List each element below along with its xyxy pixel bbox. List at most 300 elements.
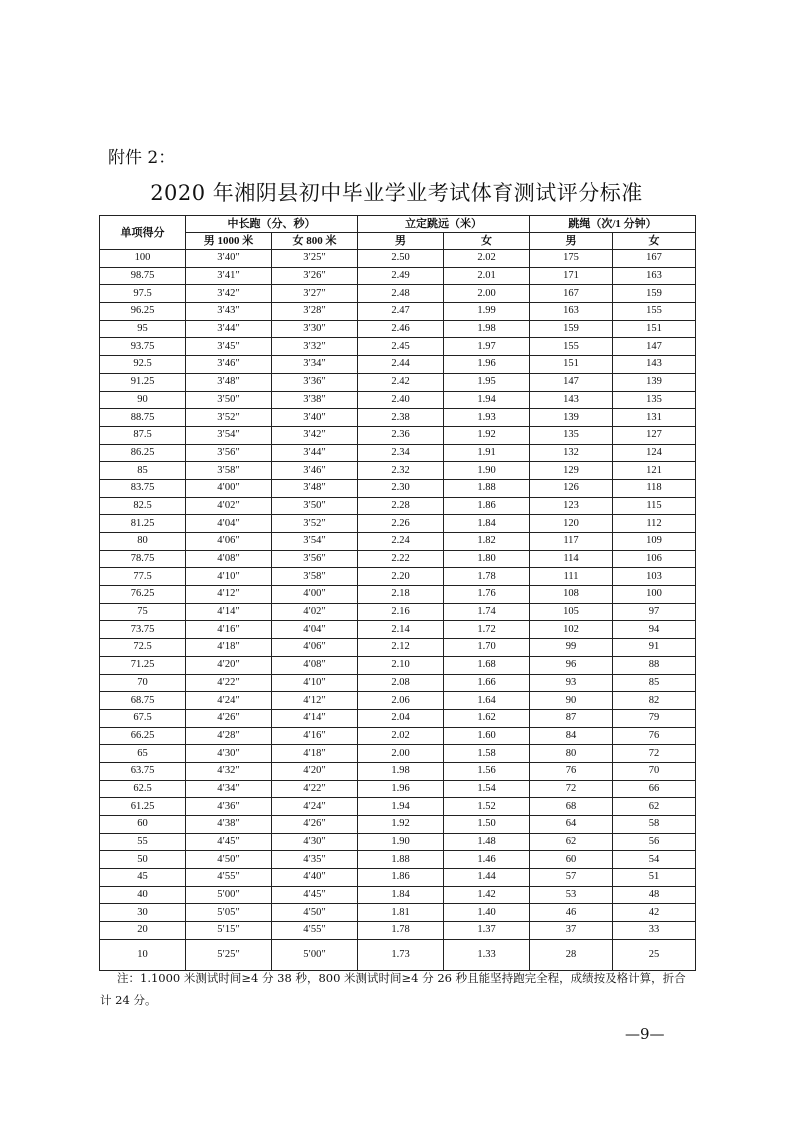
cell-jump-male: 2.42: [358, 373, 444, 391]
cell-score: 92.5: [100, 356, 186, 374]
table-row: [100, 285, 696, 303]
cell-jump-female: 1.68: [444, 656, 530, 674]
cell-jump-male: 1.84: [358, 886, 444, 904]
cell-jump-male: 2.12: [358, 639, 444, 657]
cell-jump-male: 1.90: [358, 833, 444, 851]
cell-run-male: 4′55″: [186, 869, 272, 887]
cell-run-male: 5′25″: [186, 939, 272, 970]
cell-run-male: 4′22″: [186, 674, 272, 692]
cell-run-male: 3′52″: [186, 409, 272, 427]
table-row: [100, 869, 696, 887]
cell-rope-female: 135: [613, 391, 696, 409]
cell-rope-male: 68: [530, 798, 613, 816]
cell-run-male: 3′44″: [186, 320, 272, 338]
cell-rope-female: 62: [613, 798, 696, 816]
cell-score: 100: [100, 250, 186, 268]
cell-rope-female: 106: [613, 550, 696, 568]
cell-rope-male: 155: [530, 338, 613, 356]
table-row: [100, 320, 696, 338]
cell-jump-male: 2.47: [358, 303, 444, 321]
table-row: [100, 762, 696, 780]
cell-rope-male: 151: [530, 356, 613, 374]
cell-rope-male: 175: [530, 250, 613, 268]
cell-jump-female: 1.78: [444, 568, 530, 586]
cell-jump-male: 2.46: [358, 320, 444, 338]
cell-run-female: 3′58″: [272, 568, 358, 586]
cell-run-male: 3′58″: [186, 462, 272, 480]
document-title: 2020 年湘阴县初中毕业学业考试体育测试评分标准: [150, 181, 643, 205]
cell-jump-female: 1.82: [444, 533, 530, 551]
cell-jump-female: 1.72: [444, 621, 530, 639]
cell-rope-female: 127: [613, 426, 696, 444]
cell-jump-male: 2.24: [358, 533, 444, 551]
cell-rope-female: 124: [613, 444, 696, 462]
cell-run-female: 4′02″: [272, 603, 358, 621]
cell-run-male: 4′08″: [186, 550, 272, 568]
cell-run-male: 5′15″: [186, 922, 272, 940]
cell-run-male: 3′40″: [186, 250, 272, 268]
table-row: [100, 267, 696, 285]
cell-score: 20: [100, 922, 186, 940]
table-row: [100, 603, 696, 621]
cell-rope-male: 108: [530, 586, 613, 604]
cell-run-female: 3′36″: [272, 373, 358, 391]
header-rope: 跳绳（次/1 分钟）: [530, 216, 696, 233]
cell-rope-female: 118: [613, 479, 696, 497]
cell-run-female: 4′16″: [272, 727, 358, 745]
cell-rope-female: 25: [613, 939, 696, 970]
cell-rope-male: 90: [530, 692, 613, 710]
cell-run-female: 3′56″: [272, 550, 358, 568]
cell-run-male: 3′48″: [186, 373, 272, 391]
cell-rope-female: 76: [613, 727, 696, 745]
cell-run-male: 4′14″: [186, 603, 272, 621]
cell-rope-female: 147: [613, 338, 696, 356]
cell-jump-female: 1.37: [444, 922, 530, 940]
cell-rope-male: 28: [530, 939, 613, 970]
cell-jump-female: 1.33: [444, 939, 530, 970]
cell-run-female: 3′25″: [272, 250, 358, 268]
cell-rope-female: 54: [613, 851, 696, 869]
cell-score: 95: [100, 320, 186, 338]
cell-run-female: 3′48″: [272, 479, 358, 497]
cell-jump-female: 1.76: [444, 586, 530, 604]
table-row: [100, 833, 696, 851]
footnote: [100, 967, 697, 1011]
cell-rope-male: 143: [530, 391, 613, 409]
cell-rope-male: 132: [530, 444, 613, 462]
cell-run-female: 3′30″: [272, 320, 358, 338]
cell-jump-female: 2.00: [444, 285, 530, 303]
cell-jump-female: 1.42: [444, 886, 530, 904]
cell-score: 73.75: [100, 621, 186, 639]
cell-rope-female: 58: [613, 816, 696, 834]
header-rope-female: 女: [613, 233, 696, 250]
cell-jump-female: 1.70: [444, 639, 530, 657]
table-row: [100, 515, 696, 533]
cell-run-male: 4′45″: [186, 833, 272, 851]
cell-score: 70: [100, 674, 186, 692]
cell-rope-female: 85: [613, 674, 696, 692]
attachment-label: 附件 2：: [108, 148, 176, 168]
cell-rope-female: 167: [613, 250, 696, 268]
table-row: [100, 639, 696, 657]
cell-rope-male: 96: [530, 656, 613, 674]
cell-rope-female: 109: [613, 533, 696, 551]
cell-jump-female: 1.84: [444, 515, 530, 533]
cell-run-female: 4′00″: [272, 586, 358, 604]
cell-rope-male: 120: [530, 515, 613, 533]
cell-run-female: 3′27″: [272, 285, 358, 303]
cell-rope-male: 171: [530, 267, 613, 285]
cell-jump-male: 1.81: [358, 904, 444, 922]
cell-run-male: 4′18″: [186, 639, 272, 657]
cell-jump-male: 2.50: [358, 250, 444, 268]
cell-rope-female: 121: [613, 462, 696, 480]
cell-run-female: 4′08″: [272, 656, 358, 674]
cell-rope-male: 72: [530, 780, 613, 798]
cell-score: 78.75: [100, 550, 186, 568]
table-row: [100, 851, 696, 869]
cell-score: 90: [100, 391, 186, 409]
cell-score: 71.25: [100, 656, 186, 674]
table-row: [100, 939, 696, 970]
cell-jump-male: 2.32: [358, 462, 444, 480]
cell-jump-male: 1.98: [358, 762, 444, 780]
table-row: [100, 568, 696, 586]
table-row: [100, 479, 696, 497]
cell-score: 45: [100, 869, 186, 887]
table-row: [100, 356, 696, 374]
cell-jump-female: 1.90: [444, 462, 530, 480]
cell-jump-female: 1.93: [444, 409, 530, 427]
table-row: [100, 904, 696, 922]
cell-run-female: 5′00″: [272, 939, 358, 970]
cell-rope-female: 97: [613, 603, 696, 621]
cell-run-male: 4′00″: [186, 479, 272, 497]
cell-run-female: 4′50″: [272, 904, 358, 922]
cell-run-female: 3′40″: [272, 409, 358, 427]
cell-run-female: 4′04″: [272, 621, 358, 639]
header-jump: 立定跳远（米）: [358, 216, 530, 233]
cell-jump-female: 1.74: [444, 603, 530, 621]
cell-score: 93.75: [100, 338, 186, 356]
cell-rope-male: 163: [530, 303, 613, 321]
cell-jump-male: 2.20: [358, 568, 444, 586]
cell-run-male: 3′42″: [186, 285, 272, 303]
table-row: [100, 727, 696, 745]
cell-rope-female: 159: [613, 285, 696, 303]
header-run-female: 女 800 米: [272, 233, 358, 250]
cell-rope-female: 72: [613, 745, 696, 763]
cell-rope-male: 62: [530, 833, 613, 851]
cell-rope-female: 94: [613, 621, 696, 639]
table-row: [100, 621, 696, 639]
cell-score: 72.5: [100, 639, 186, 657]
cell-run-female: 4′12″: [272, 692, 358, 710]
cell-jump-male: 2.10: [358, 656, 444, 674]
cell-score: 97.5: [100, 285, 186, 303]
header-rope-male: 男: [530, 233, 613, 250]
cell-jump-male: 1.73: [358, 939, 444, 970]
cell-run-female: 4′40″: [272, 869, 358, 887]
table-row: [100, 709, 696, 727]
cell-rope-male: 105: [530, 603, 613, 621]
cell-rope-male: 114: [530, 550, 613, 568]
cell-rope-male: 111: [530, 568, 613, 586]
cell-jump-male: 2.02: [358, 727, 444, 745]
cell-jump-female: 1.91: [444, 444, 530, 462]
cell-rope-female: 163: [613, 267, 696, 285]
cell-run-male: 4′12″: [186, 586, 272, 604]
cell-run-female: 3′44″: [272, 444, 358, 462]
cell-run-female: 3′26″: [272, 267, 358, 285]
cell-score: 81.25: [100, 515, 186, 533]
cell-jump-female: 1.52: [444, 798, 530, 816]
cell-run-male: 4′32″: [186, 762, 272, 780]
cell-run-male: 3′45″: [186, 338, 272, 356]
cell-jump-male: 2.44: [358, 356, 444, 374]
cell-run-male: 3′56″: [186, 444, 272, 462]
cell-rope-female: 56: [613, 833, 696, 851]
table-row: [100, 550, 696, 568]
cell-jump-female: 1.98: [444, 320, 530, 338]
cell-jump-male: 1.92: [358, 816, 444, 834]
cell-run-female: 3′52″: [272, 515, 358, 533]
cell-rope-female: 91: [613, 639, 696, 657]
cell-rope-female: 79: [613, 709, 696, 727]
cell-rope-male: 117: [530, 533, 613, 551]
cell-rope-male: 102: [530, 621, 613, 639]
table-row: [100, 250, 696, 268]
cell-jump-male: 2.48: [358, 285, 444, 303]
cell-run-female: 4′35″: [272, 851, 358, 869]
cell-score: 50: [100, 851, 186, 869]
cell-rope-male: 57: [530, 869, 613, 887]
table-row: [100, 303, 696, 321]
cell-score: 62.5: [100, 780, 186, 798]
cell-score: 98.75: [100, 267, 186, 285]
cell-jump-female: 1.40: [444, 904, 530, 922]
cell-run-male: 3′46″: [186, 356, 272, 374]
table-row: [100, 497, 696, 515]
table-row: [100, 674, 696, 692]
header-jump-female: 女: [444, 233, 530, 250]
scoring-table: [99, 215, 696, 971]
cell-jump-male: 2.34: [358, 444, 444, 462]
cell-jump-male: 2.26: [358, 515, 444, 533]
cell-rope-male: 139: [530, 409, 613, 427]
cell-rope-female: 33: [613, 922, 696, 940]
cell-rope-male: 99: [530, 639, 613, 657]
cell-jump-female: 1.64: [444, 692, 530, 710]
table-row: [100, 816, 696, 834]
cell-jump-male: 2.18: [358, 586, 444, 604]
table-row: [100, 533, 696, 551]
cell-run-male: 5′00″: [186, 886, 272, 904]
cell-run-male: 3′43″: [186, 303, 272, 321]
cell-score: 86.25: [100, 444, 186, 462]
cell-run-female: 3′32″: [272, 338, 358, 356]
cell-score: 83.75: [100, 479, 186, 497]
cell-run-female: 3′42″: [272, 426, 358, 444]
cell-run-male: 4′36″: [186, 798, 272, 816]
cell-jump-male: 2.49: [358, 267, 444, 285]
cell-score: 96.25: [100, 303, 186, 321]
cell-jump-male: 2.16: [358, 603, 444, 621]
cell-rope-female: 48: [613, 886, 696, 904]
cell-jump-male: 1.96: [358, 780, 444, 798]
cell-jump-female: 1.48: [444, 833, 530, 851]
cell-score: 40: [100, 886, 186, 904]
cell-rope-female: 143: [613, 356, 696, 374]
cell-jump-female: 1.94: [444, 391, 530, 409]
cell-run-male: 4′28″: [186, 727, 272, 745]
cell-jump-male: 2.06: [358, 692, 444, 710]
cell-run-male: 3′50″: [186, 391, 272, 409]
cell-score: 10: [100, 939, 186, 970]
table-row: [100, 692, 696, 710]
cell-rope-male: 147: [530, 373, 613, 391]
cell-jump-female: 1.88: [444, 479, 530, 497]
cell-jump-male: 2.36: [358, 426, 444, 444]
cell-rope-male: 167: [530, 285, 613, 303]
cell-jump-male: 2.30: [358, 479, 444, 497]
cell-rope-male: 84: [530, 727, 613, 745]
cell-rope-female: 51: [613, 869, 696, 887]
cell-score: 87.5: [100, 426, 186, 444]
cell-rope-male: 93: [530, 674, 613, 692]
cell-score: 80: [100, 533, 186, 551]
table-row: [100, 586, 696, 604]
cell-rope-male: 37: [530, 922, 613, 940]
cell-run-female: 3′50″: [272, 497, 358, 515]
cell-run-male: 4′10″: [186, 568, 272, 586]
cell-rope-male: 129: [530, 462, 613, 480]
cell-run-female: 4′14″: [272, 709, 358, 727]
cell-run-male: 4′06″: [186, 533, 272, 551]
cell-run-male: 4′16″: [186, 621, 272, 639]
cell-run-female: 4′55″: [272, 922, 358, 940]
cell-run-male: 3′54″: [186, 426, 272, 444]
cell-jump-male: 2.04: [358, 709, 444, 727]
table-row: [100, 656, 696, 674]
cell-run-male: 4′38″: [186, 816, 272, 834]
cell-rope-female: 70: [613, 762, 696, 780]
cell-jump-female: 1.44: [444, 869, 530, 887]
cell-score: 60: [100, 816, 186, 834]
cell-run-female: 4′24″: [272, 798, 358, 816]
table-row: [100, 745, 696, 763]
cell-run-female: 3′28″: [272, 303, 358, 321]
cell-jump-male: 1.78: [358, 922, 444, 940]
footnote-line-2: 计 24 分。: [100, 993, 157, 1007]
cell-rope-female: 112: [613, 515, 696, 533]
cell-run-female: 4′18″: [272, 745, 358, 763]
cell-rope-female: 131: [613, 409, 696, 427]
cell-rope-female: 88: [613, 656, 696, 674]
cell-jump-male: 2.28: [358, 497, 444, 515]
cell-jump-male: 1.86: [358, 869, 444, 887]
table-row: [100, 338, 696, 356]
cell-score: 63.75: [100, 762, 186, 780]
cell-jump-female: 1.99: [444, 303, 530, 321]
cell-score: 55: [100, 833, 186, 851]
header-run-male: 男 1000 米: [186, 233, 272, 250]
table-row: [100, 780, 696, 798]
cell-run-female: 4′10″: [272, 674, 358, 692]
cell-run-female: 4′22″: [272, 780, 358, 798]
cell-score: 61.25: [100, 798, 186, 816]
cell-run-male: 4′50″: [186, 851, 272, 869]
cell-rope-female: 103: [613, 568, 696, 586]
page-number: —9—: [625, 1025, 665, 1043]
cell-jump-female: 1.46: [444, 851, 530, 869]
cell-jump-female: 2.02: [444, 250, 530, 268]
cell-run-male: 5′05″: [186, 904, 272, 922]
cell-rope-female: 115: [613, 497, 696, 515]
table-row: [100, 886, 696, 904]
cell-rope-female: 139: [613, 373, 696, 391]
cell-score: 76.25: [100, 586, 186, 604]
cell-rope-male: 46: [530, 904, 613, 922]
cell-rope-male: 64: [530, 816, 613, 834]
cell-jump-female: 1.50: [444, 816, 530, 834]
table-row: [100, 373, 696, 391]
cell-run-male: 4′04″: [186, 515, 272, 533]
cell-rope-male: 126: [530, 479, 613, 497]
cell-score: 88.75: [100, 409, 186, 427]
cell-jump-male: 2.38: [358, 409, 444, 427]
cell-rope-male: 135: [530, 426, 613, 444]
cell-run-male: 4′26″: [186, 709, 272, 727]
cell-jump-male: 2.40: [358, 391, 444, 409]
cell-score: 82.5: [100, 497, 186, 515]
cell-jump-female: 1.54: [444, 780, 530, 798]
cell-jump-female: 1.66: [444, 674, 530, 692]
cell-score: 67.5: [100, 709, 186, 727]
cell-jump-male: 2.08: [358, 674, 444, 692]
cell-score: 30: [100, 904, 186, 922]
cell-run-male: 4′02″: [186, 497, 272, 515]
cell-score: 68.75: [100, 692, 186, 710]
cell-rope-male: 123: [530, 497, 613, 515]
cell-run-male: 4′30″: [186, 745, 272, 763]
cell-jump-male: 1.88: [358, 851, 444, 869]
cell-rope-male: 87: [530, 709, 613, 727]
cell-rope-female: 42: [613, 904, 696, 922]
table-row: [100, 426, 696, 444]
cell-jump-male: 2.22: [358, 550, 444, 568]
cell-jump-female: 1.56: [444, 762, 530, 780]
cell-jump-female: 1.86: [444, 497, 530, 515]
header-jump-male: 男: [358, 233, 444, 250]
cell-rope-male: 80: [530, 745, 613, 763]
cell-rope-male: 53: [530, 886, 613, 904]
cell-run-male: 4′24″: [186, 692, 272, 710]
cell-jump-female: 1.95: [444, 373, 530, 391]
cell-jump-male: 2.00: [358, 745, 444, 763]
cell-jump-male: 2.45: [358, 338, 444, 356]
cell-run-female: 4′20″: [272, 762, 358, 780]
cell-score: 77.5: [100, 568, 186, 586]
cell-run-female: 4′30″: [272, 833, 358, 851]
header-score: 单项得分: [100, 216, 186, 250]
table-row: [100, 391, 696, 409]
table-row: [100, 462, 696, 480]
cell-jump-female: 1.97: [444, 338, 530, 356]
cell-rope-male: 60: [530, 851, 613, 869]
